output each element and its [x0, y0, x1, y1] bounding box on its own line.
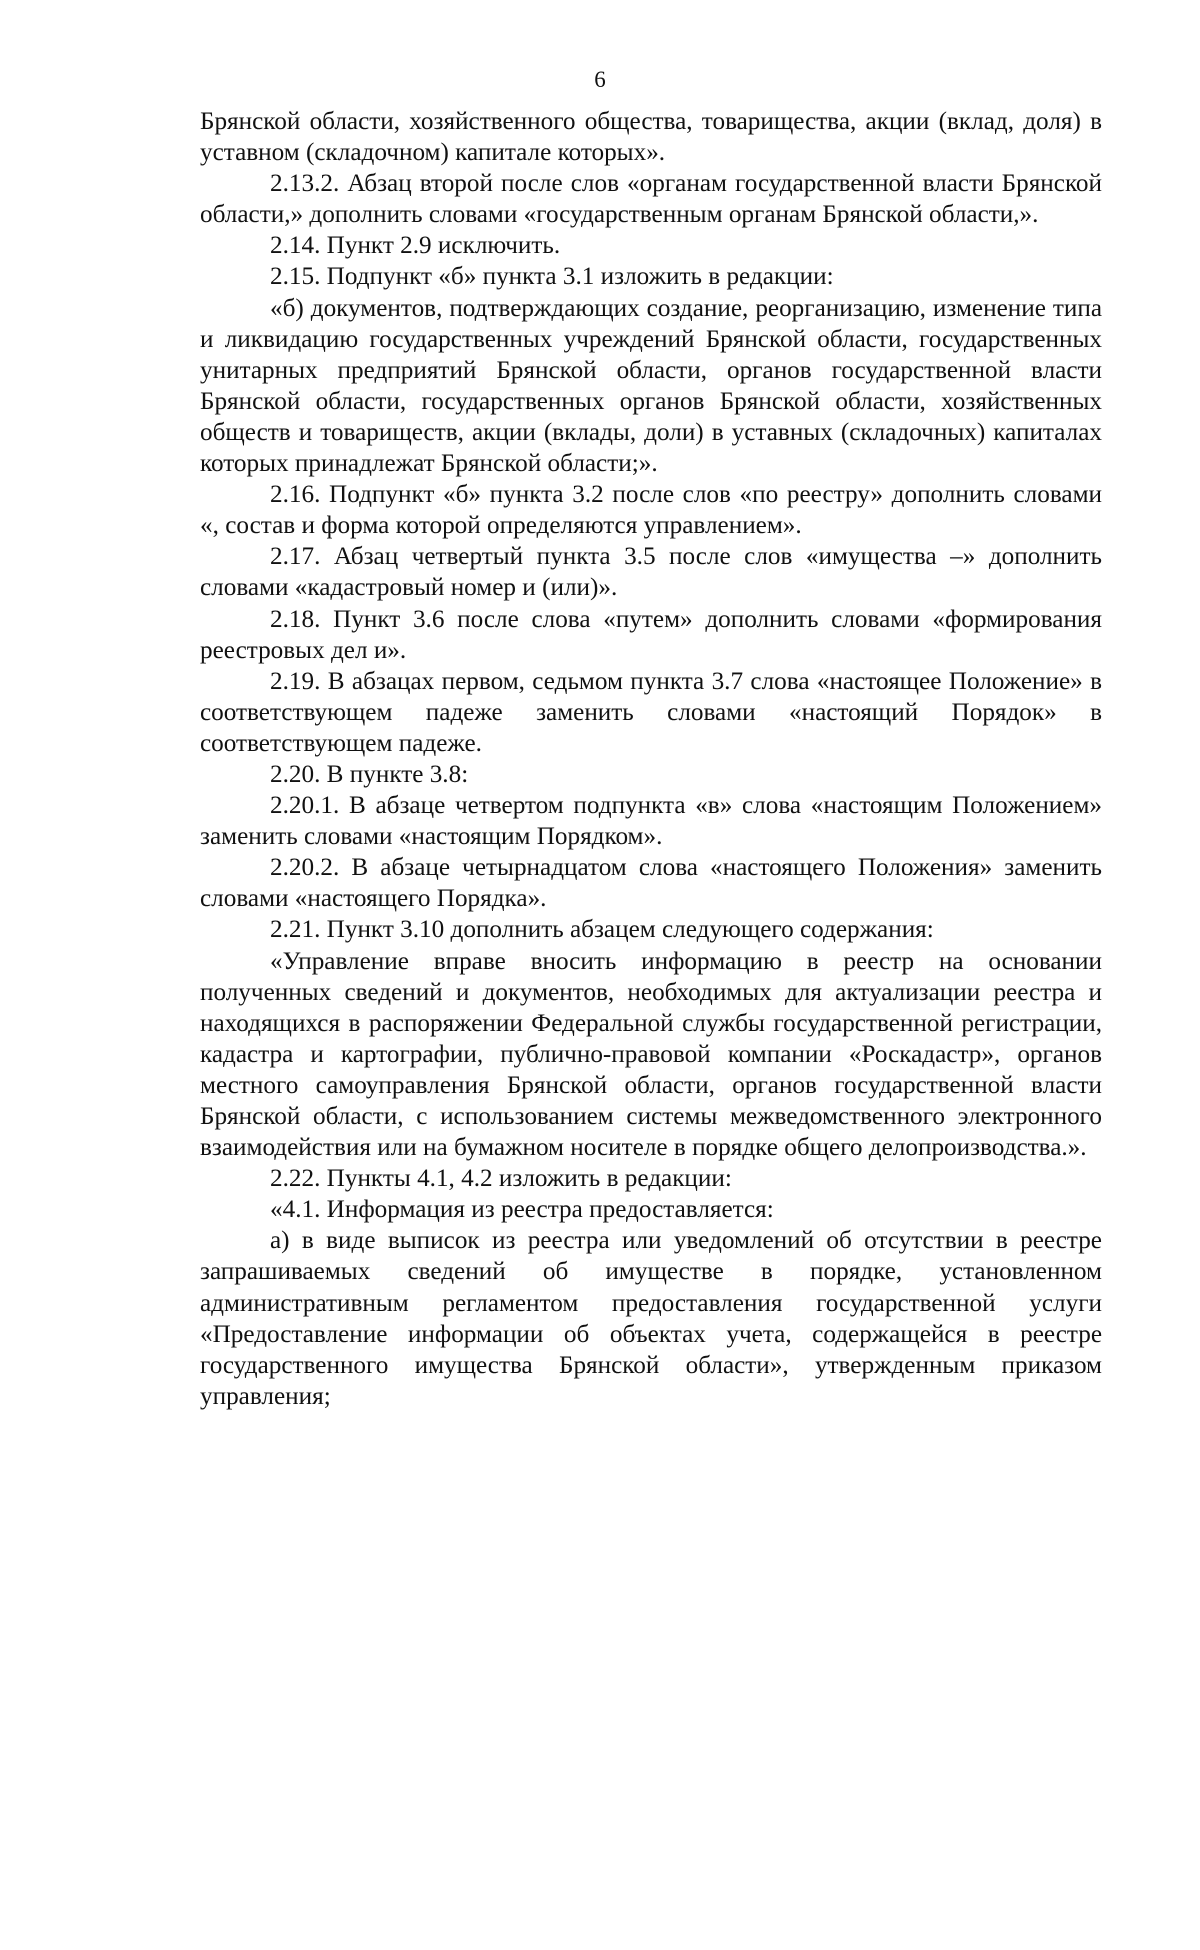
paragraph-2-21-quote: «Управление вправе вносить информацию в реестр на основании полученных сведений и документов, необходимых для актуализации реестра и находящихся в распоряжении Федеральной службы государственной регистрации, кадастра и картографии, публично-правовой компании «Роскадастр», органов местного самоуправления Брянской области, органов государственной власти Брянской области, с использованием системы межведомственного электронного взаимодействия или на бумажном носителе в порядке общего делопроизводства.». [200, 947, 1102, 1162]
paragraph-2-20-2: 2.20.2. В абзаце четырнадцатом слова «настоящего Положения» заменить словами «настоящего Порядка». [200, 854, 1102, 913]
page-number: 6 [594, 67, 606, 92]
paragraph-2-21: 2.21. Пункт 3.10 дополнить абзацем следующего содержания: [270, 916, 934, 944]
paragraph-2-17: 2.17. Абзац четвертый пункта 3.5 после слов «имущества –» дополнить словами «кадастровый номер и (или)». [200, 543, 1102, 602]
paragraph-2-18: 2.18. Пункт 3.6 после слова «путем» дополнить словами «формирования реестровых дел и». [200, 605, 1102, 664]
document-body [200, 106, 1102, 1412]
paragraph-4-1-a: а) в виде выписок из реестра или уведомлений об отсутствии в реестре запрашиваемых сведений об имуществе в порядке, установленном административным регламентом предоставления государственной услуги «Предоставление информации об объектах учета, содержащейся в реестре государственного имущества Брянской области», утвержденным приказом управления; [200, 1227, 1102, 1410]
paragraph-2-20-1: 2.20.1. В абзаце четвертом подпункта «в» слова «настоящим Положением» заменить словами «настоящим Порядком». [200, 792, 1102, 851]
paragraph-continuation: Брянской области, хозяйственного общества, товарищества, акции (вклад, доля) в уставном (складочном) капитале которых». [200, 108, 1102, 167]
paragraph-2-16: 2.16. Подпункт «б» пункта 3.2 после слов «по реестру» дополнить словами «, состав и форма которой определяются управлением». [200, 481, 1102, 540]
paragraph-2-20: 2.20. В пункте 3.8: [270, 760, 469, 788]
paragraph-2-13-2: 2.13.2. Абзац второй после слов «органам государственной власти Брянской области,» дополнить словами «государственным органам Брянской области,». [200, 170, 1102, 229]
paragraph-2-19: 2.19. В абзацах первом, седьмом пункта 3.7 слова «настоящее Положение» в соответствующем падеже заменить словами «настоящий Порядок» в соответствующем падеже. [200, 667, 1102, 757]
paragraph-2-15-quote: «б) документов, подтверждающих создание, реорганизацию, изменение типа и ликвидацию государственных учреждений Брянской области, государственных унитарных предприятий Брянской области, органов государственной власти Брянской области, государственных органов Брянской области, хозяйственных обществ и товариществ, акции (вклады, доли) в уставных (складочных) капиталах которых принадлежат Брянской области;». [200, 294, 1102, 478]
paragraph-2-14: 2.14. Пункт 2.9 исключить. [270, 232, 561, 260]
paragraph-2-15: 2.15. Подпункт «б» пункта 3.1 изложить в редакции: [270, 263, 834, 291]
paragraph-4-1: «4.1. Информация из реестра предоставляется: [270, 1196, 774, 1224]
paragraph-2-22: 2.22. Пункты 4.1, 4.2 изложить в редакции: [270, 1165, 732, 1193]
